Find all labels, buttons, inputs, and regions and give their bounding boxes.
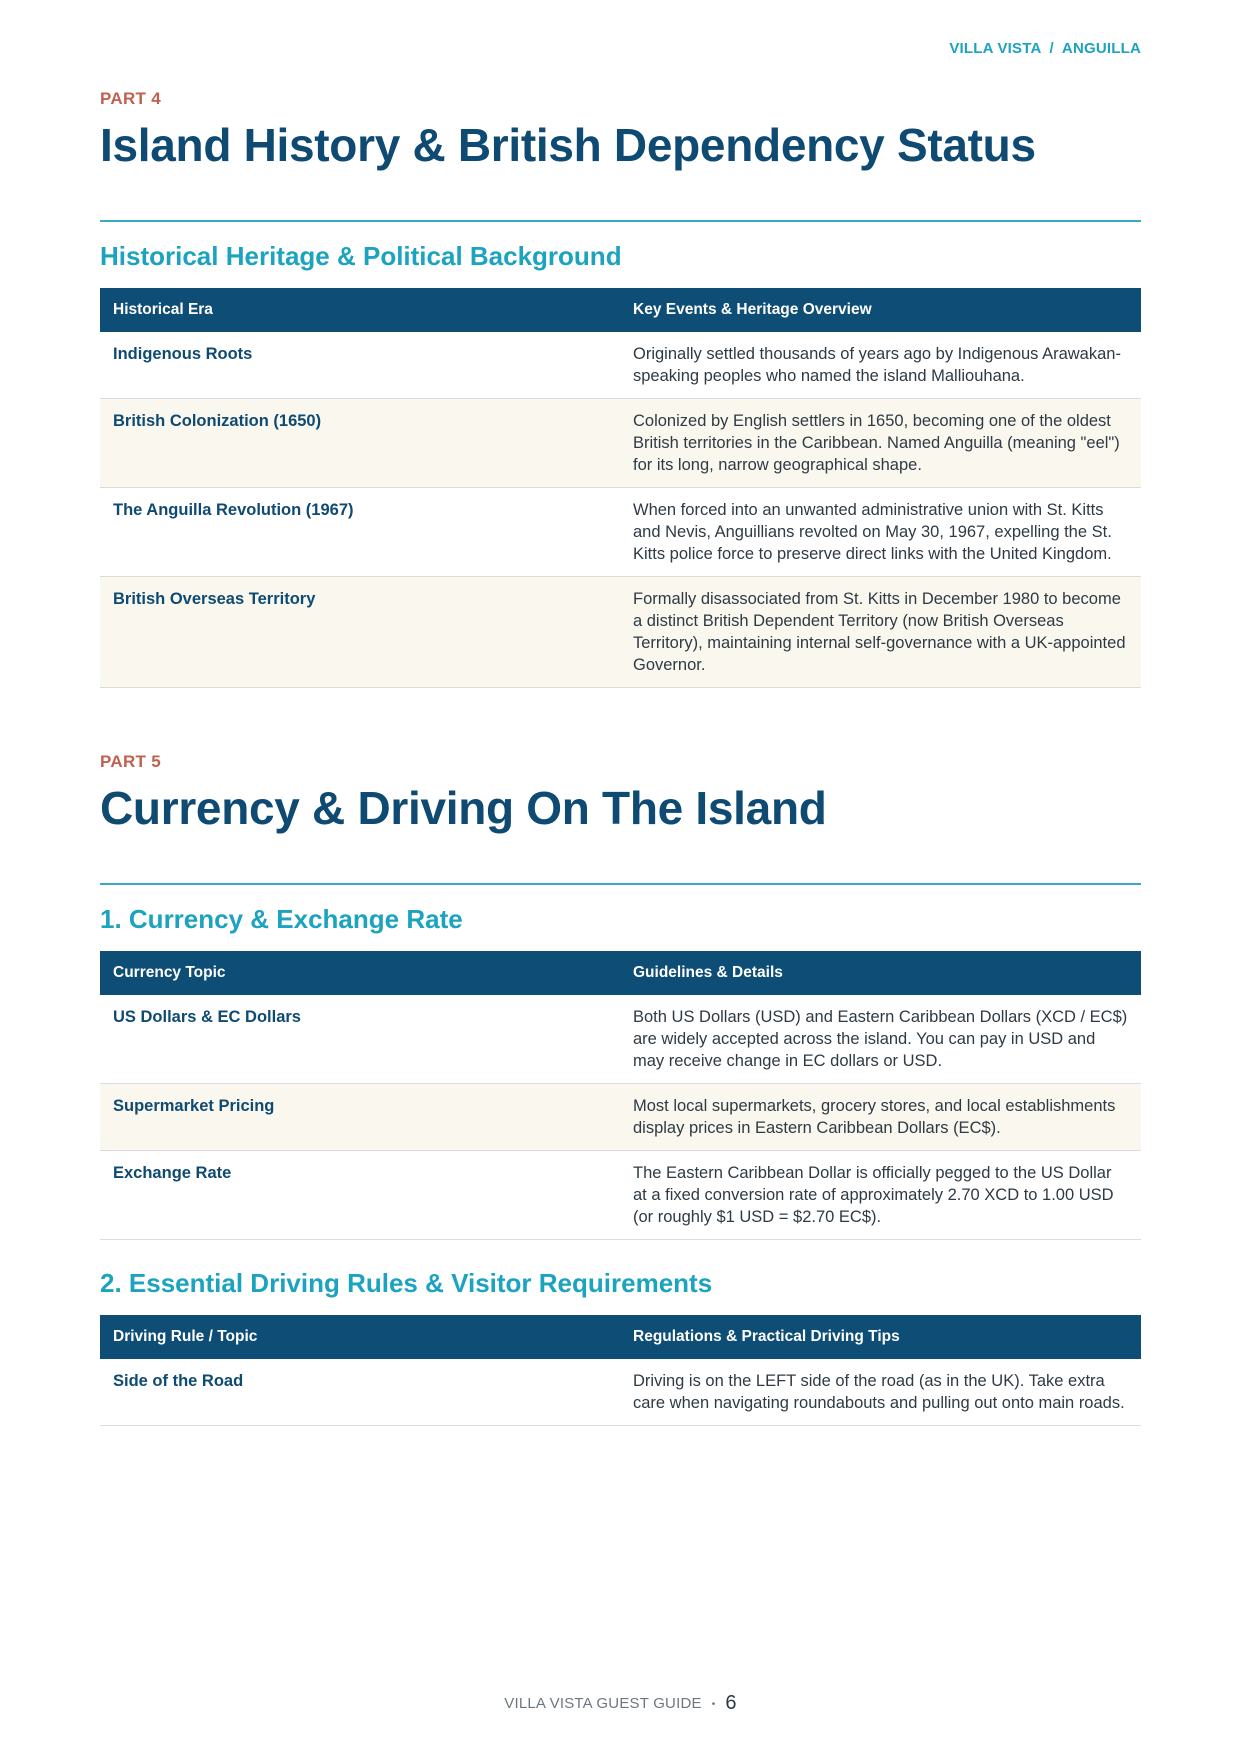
table-row xyxy=(100,332,1141,399)
page-footer xyxy=(0,1692,1241,1715)
table-row xyxy=(100,1084,1141,1151)
table-header-row xyxy=(100,1315,1141,1359)
row-topic: British Colonization (1650) xyxy=(100,399,620,488)
row-details: Both US Dollars (USD) and Eastern Caribbean Dollars (XCD / EC$) are widely accepted across the island. You can pay in USD and may receive change in EC dollars or USD. xyxy=(620,995,1141,1084)
row-details: The Eastern Caribbean Dollar is officially pegged to the US Dollar at a fixed conversion rate of approximately 2.70 XCD to 1.00 USD (or roughly $1 USD = $2.70 EC$). xyxy=(620,1151,1141,1240)
column-header: Regulations & Practical Driving Tips xyxy=(620,1315,1141,1359)
part-5-divider xyxy=(100,883,1141,885)
row-details: Most local supermarkets, grocery stores, and local establishments display prices in Eastern Caribbean Dollars (EC$). xyxy=(620,1084,1141,1151)
footer-bullet: • xyxy=(711,1698,716,1710)
part-4-divider xyxy=(100,220,1141,222)
page-number: 6 xyxy=(725,1692,737,1714)
row-details: When forced into an unwanted administrative union with St. Kitts and Nevis, Anguillians revolted on May 30, 1967, expelling the St. Kitts police force to preserve direct links with the United Kingdom. xyxy=(620,488,1141,577)
part-5-title: Currency & Driving On The Island xyxy=(100,782,827,834)
table-row xyxy=(100,1151,1141,1240)
row-details: Originally settled thousands of years ago by Indigenous Arawakan-speaking peoples who named the island Malliouhana. xyxy=(620,332,1141,399)
row-details: Colonized by English settlers in 1650, becoming one of the oldest British territories in the Caribbean. Named Anguilla (meaning "eel") for its long, narrow geographical shape. xyxy=(620,399,1141,488)
column-header: Driving Rule / Topic xyxy=(100,1315,620,1359)
table-row xyxy=(100,1359,1141,1426)
column-header: Guidelines & Details xyxy=(620,951,1141,995)
header-brand: VILLA VISTA xyxy=(949,40,1042,57)
table-header-row xyxy=(100,951,1141,995)
row-topic: Side of the Road xyxy=(100,1359,620,1426)
part-4-title: Island History & British Dependency Status xyxy=(100,119,1036,171)
running-header xyxy=(949,40,1141,57)
row-details: Driving is on the LEFT side of the road (as in the UK). Take extra care when navigating roundabouts and pulling out onto main roads. xyxy=(620,1359,1141,1426)
table-row xyxy=(100,995,1141,1084)
row-topic: The Anguilla Revolution (1967) xyxy=(100,488,620,577)
history-section-title: Historical Heritage & Political Background xyxy=(100,241,622,271)
currency-table xyxy=(100,951,1141,1240)
header-location: ANGUILLA xyxy=(1061,40,1141,57)
table-header-row xyxy=(100,288,1141,332)
row-topic: Supermarket Pricing xyxy=(100,1084,620,1151)
header-separator: / xyxy=(1049,40,1054,57)
table-row xyxy=(100,488,1141,577)
row-topic: British Overseas Territory xyxy=(100,577,620,688)
footer-text: VILLA VISTA GUEST GUIDE xyxy=(504,1695,702,1712)
part-5-label: PART 5 xyxy=(100,752,161,771)
table-row xyxy=(100,399,1141,488)
row-topic: Indigenous Roots xyxy=(100,332,620,399)
column-header: Currency Topic xyxy=(100,951,620,995)
history-table xyxy=(100,288,1141,688)
part-4-label: PART 4 xyxy=(100,89,161,108)
row-details: Formally disassociated from St. Kitts in December 1980 to become a distinct British Dependent Territory (now British Overseas Territory), maintaining internal self-governance with a UK-appointed Governor. xyxy=(620,577,1141,688)
row-topic: US Dollars & EC Dollars xyxy=(100,995,620,1084)
table-row xyxy=(100,577,1141,688)
column-header: Key Events & Heritage Overview xyxy=(620,288,1141,332)
row-topic: Exchange Rate xyxy=(100,1151,620,1240)
column-header: Historical Era xyxy=(100,288,620,332)
driving-table xyxy=(100,1315,1141,1426)
driving-section-title: 2. Essential Driving Rules & Visitor Requirements xyxy=(100,1268,713,1298)
currency-section-title: 1. Currency & Exchange Rate xyxy=(100,904,463,934)
